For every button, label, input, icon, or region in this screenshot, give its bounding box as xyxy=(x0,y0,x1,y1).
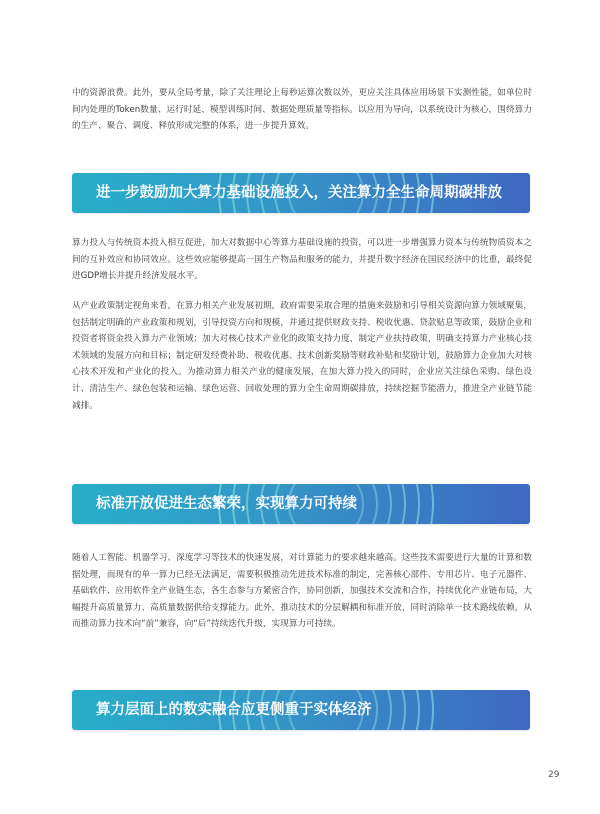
body-paragraph-standards: 随着人工智能、机器学习、深度学习等技术的快速发展，对计算能力的要求越来越高。这些技术需要进行大量的计算和数据处理，而现有的单一算力已经无法满足，需要积极推动先进技术标准的制定，完善核心部件、专用芯片、电子元器件、基础软件、应用软件全产业链生态，各生态参与方紧密合作，协同创新，加强技术交流和合作，持续优化产业链布局，大幅提升高质量算力、高质量数据供给支撑能力。此外，推动技术的分层解耦和标准开放，同时消除单一技术路线依赖，从而推动算力技术向“前”兼容，向“后”持续迭代升级，实现算力可持续。 xyxy=(72,553,532,630)
section-heading-2: 标准开放促进生态繁荣，实现算力可持续 xyxy=(96,496,357,512)
page-number: 29 xyxy=(548,770,560,780)
section-heading-1: 进一步鼓励加大算力基础设施投入，关注算力全生命周期碳排放 xyxy=(96,185,502,201)
body-paragraph-investment: 算力投入与传统资本投入相互促进，加大对数据中心等算力基础设施的投资，可以进一步增强算力资本与传统物质资本之间的互补效应和协同效应。这些效应能够提高一国生产物品和服务的能力，并提升数字经济在国民经济中的比重，最终促进GDP增长并提升经济发展水平。 xyxy=(72,238,532,282)
section-heading-3: 算力层面上的数实融合应更侧重于实体经济 xyxy=(96,702,372,718)
section-heading-banner-1 xyxy=(72,173,530,213)
body-paragraph-policy: 从产业政策制定视角来看，在算力相关产业发展初期，政府需要采取合理的措施来鼓励和引导相关资源向算力领域聚集，包括制定明确的产业政策和规划，引导投资方向和规模，并通过提供财政支持、税收优惠、贷款贴息等政策，鼓励企业和投资者将资金投入算力产业领域；加大对核心技术产业化的政策支持力度，制定产业扶持政策，明确支持算力产业核心技术领域的发展方向和目标；制定研发经费补助、税收优惠、技术创新奖励等财政补贴和奖励计划，鼓励算力企业加大对核心技术开发和产业化的投入。为推动算力相关产业的健康发展，在加大算力投入的同时，企业应关注绿色采购、绿色设计、清洁生产、绿色包装和运输、绿色运营、回收处理的算力全生命周期碳排放，持续挖掘节能潜力，推进全产业链节能减排。 xyxy=(72,301,532,411)
section-heading-banner-3 xyxy=(72,690,530,730)
section-heading-banner-2 xyxy=(72,484,530,524)
body-paragraph-intro: 中的资源浪费。此外，要从全局考量，除了关注理论上每秒运算次数以外，更应关注具体应用场景下实测性能，如单位时间内处理的Token数量、运行时延、模型训练时间、数据处理质量等指标。以应用为导向，以系统设计为核心，围绕算力的生产、聚合、调度、释放形成完整的体系，进一步提升算效。 xyxy=(72,88,532,132)
